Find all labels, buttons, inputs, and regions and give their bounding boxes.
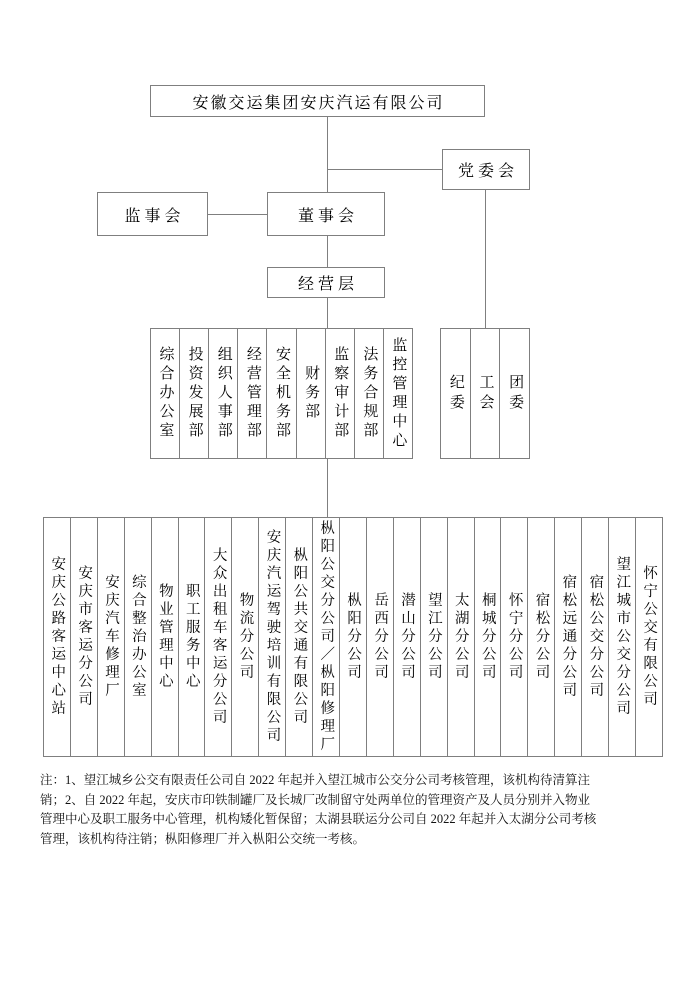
- supervisory-board-label: 监事会: [124, 207, 185, 225]
- party-organizations-row: [440, 328, 530, 459]
- department-label: 综合办公室: [157, 346, 174, 441]
- department-label: 法务合规部: [361, 346, 378, 441]
- subsidiary-cell: [367, 518, 394, 756]
- connector-supervisory-to-board: [208, 214, 267, 215]
- connector-root-to-board: [327, 117, 328, 192]
- party-organization-label: 纪委: [447, 373, 464, 414]
- department-cell: [267, 329, 296, 458]
- department-cell: [238, 329, 267, 458]
- subsidiary-cell: [44, 518, 71, 756]
- connector-branch-to-party-committee: [327, 169, 442, 170]
- subsidiary-cell: [259, 518, 286, 756]
- subsidiary-cell: [286, 518, 313, 756]
- connector-party-committee-to-party-orgs: [485, 190, 486, 328]
- department-label: 投资发展部: [186, 346, 203, 441]
- department-label: 监察审计部: [332, 346, 349, 441]
- subsidiary-label: 桐城分公司: [479, 592, 496, 682]
- subsidiary-cell: [125, 518, 152, 756]
- footnote-line: 销；2、自 2022 年起，安庆市印铁制罐厂及长城厂改制留守处两单位的管理资产及人员分别并入物业: [40, 792, 591, 807]
- subsidiary-cell: [475, 518, 502, 756]
- subsidiary-cell: [555, 518, 582, 756]
- department-cell: [326, 329, 355, 458]
- board-of-directors-box: [267, 192, 385, 236]
- subsidiary-label: 望江分公司: [425, 592, 442, 682]
- subsidiary-cell: [421, 518, 448, 756]
- subsidiary-cell: [71, 518, 98, 756]
- management-layer-label: 经营层: [297, 276, 358, 293]
- subsidiary-cell: [582, 518, 609, 756]
- department-cell: [384, 329, 412, 458]
- subsidiary-label: 宿松公交分公司: [587, 574, 604, 700]
- subsidiary-label: 太湖分公司: [452, 592, 469, 682]
- party-committee-label: 党委会: [457, 163, 518, 180]
- department-label: 经营管理部: [244, 346, 261, 441]
- party-organization-cell: [441, 329, 471, 458]
- root-company-label: 安徽交运集团安庆汽运有限公司: [192, 94, 445, 112]
- subsidiary-cell: [340, 518, 367, 756]
- subsidiary-label: 怀宁公交有限公司: [641, 565, 658, 709]
- subsidiary-label: 潜山分公司: [398, 592, 415, 682]
- subsidiary-cell: [501, 518, 528, 756]
- subsidiary-cell: [528, 518, 555, 756]
- subsidiary-label: 综合整治办公室: [129, 574, 146, 700]
- subsidiary-cell: [609, 518, 636, 756]
- footnote-line: 管理中心及职工服务中心管理，机构矮化暂保留；太湖县联运分公司自 2022 年起并入太湖分公司考核: [40, 812, 597, 826]
- subsidiary-label: 宿松分公司: [533, 592, 550, 682]
- department-cell: [180, 329, 209, 458]
- subsidiary-label: 枞阳公交分公司／枞阳修理厂: [318, 520, 335, 754]
- department-label: 监控管理中心: [390, 336, 407, 451]
- department-cell: [297, 329, 326, 458]
- subsidiary-label: 职工服务中心: [183, 583, 200, 691]
- department-label: 组织人事部: [215, 346, 232, 441]
- party-committee-box: [442, 149, 530, 190]
- party-organization-cell: [500, 329, 529, 458]
- subsidiary-label: 物业管理中心: [156, 583, 173, 691]
- subsidiary-cell: [232, 518, 259, 756]
- department-cell: [355, 329, 384, 458]
- subsidiary-label: 安庆公路客运中心站: [49, 556, 66, 718]
- subsidiary-label: 枞阳分公司: [345, 592, 362, 682]
- subsidiaries-row: [43, 517, 663, 757]
- subsidiary-label: 枞阳公共交通有限公司: [291, 547, 308, 727]
- subsidiary-label: 安庆市客运分公司: [76, 565, 93, 709]
- footnote-block: [40, 771, 670, 849]
- subsidiary-cell: [448, 518, 475, 756]
- subsidiary-cell: [98, 518, 125, 756]
- management-layer-box: [267, 267, 385, 298]
- subsidiary-label: 安庆汽运驾驶培训有限公司: [264, 529, 281, 745]
- department-label: 安全机务部: [273, 346, 290, 441]
- subsidiary-label: 望江城市公交分公司: [614, 556, 631, 718]
- subsidiary-label: 物流分公司: [237, 592, 254, 682]
- subsidiary-label: 岳西分公司: [372, 592, 389, 682]
- departments-row: [150, 328, 413, 459]
- party-organization-label: 团委: [507, 373, 524, 414]
- department-cell: [151, 329, 180, 458]
- connector-departments-to-subsidiaries: [327, 459, 328, 517]
- footnote-line: 管理，该机构待注销；枞阳修理厂并入枞阳公交统一考核。: [40, 831, 366, 846]
- subsidiary-label: 大众出租车客运分公司: [210, 547, 227, 727]
- subsidiary-cell: [636, 518, 662, 756]
- department-label: 财务部: [303, 365, 320, 422]
- connector-board-to-management: [327, 236, 328, 267]
- footnote-line: 注：1、望江城乡公交有限责任公司自 2022 年起并入望江城市公交分公司考核管理，该机构待清算注: [40, 773, 591, 787]
- connector-management-to-departments: [327, 298, 328, 328]
- supervisory-board-box: [97, 192, 208, 236]
- subsidiary-label: 安庆汽车修理厂: [103, 574, 120, 700]
- subsidiary-cell: [313, 518, 340, 756]
- subsidiary-cell: [152, 518, 179, 756]
- subsidiary-cell: [205, 518, 232, 756]
- subsidiary-label: 宿松远通分公司: [560, 574, 577, 700]
- subsidiary-cell: [394, 518, 421, 756]
- root-company-box: [150, 85, 485, 117]
- board-of-directors-label: 董事会: [297, 207, 358, 225]
- party-organization-label: 工会: [477, 373, 494, 414]
- department-cell: [209, 329, 238, 458]
- subsidiary-label: 怀宁分公司: [506, 592, 523, 682]
- subsidiary-cell: [179, 518, 206, 756]
- party-organization-cell: [471, 329, 501, 458]
